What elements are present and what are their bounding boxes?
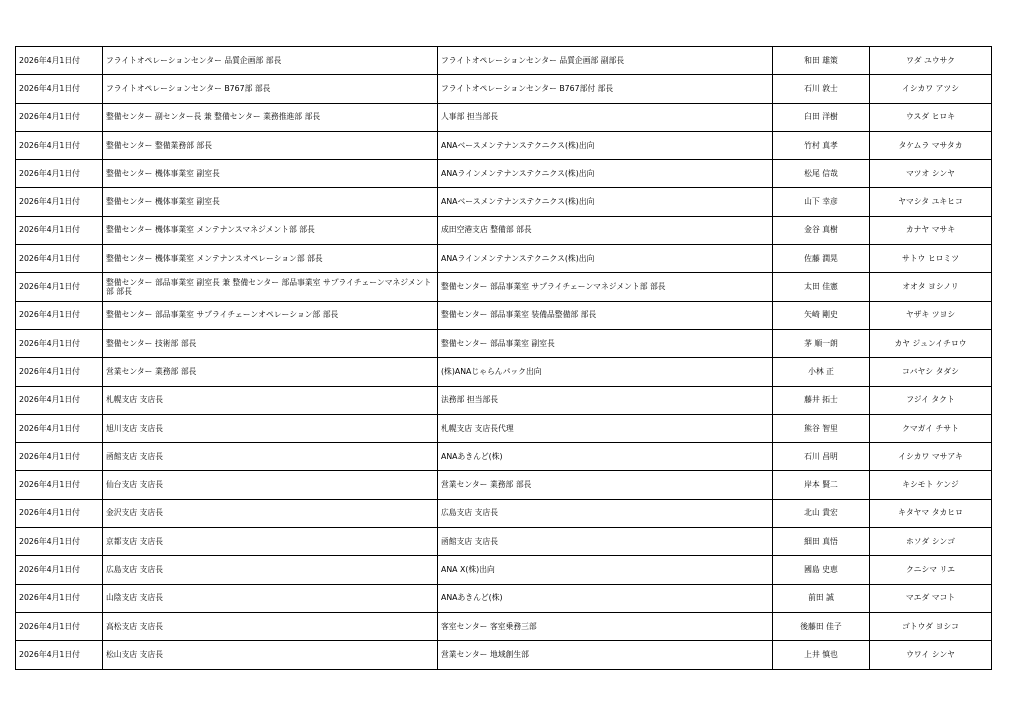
previous-position-cell: 京都支店 支店長 <box>103 528 438 556</box>
table-row <box>16 131 992 159</box>
effective-date-cell: 2026年4月1日付 <box>16 103 103 131</box>
new-position-cell: ANAラインメンテナンステクニクス(株)出向 <box>438 245 773 273</box>
previous-position-cell: 広島支店 支店長 <box>103 556 438 584</box>
person-kana-cell: クマガイ チサト <box>870 414 992 442</box>
previous-position-cell: 整備センター 部品事業室 サプライチェーンオペレーション部 部長 <box>103 301 438 329</box>
effective-date-cell: 2026年4月1日付 <box>16 131 103 159</box>
person-kana-cell: イシカワ アツシ <box>870 75 992 103</box>
person-kana-cell: クニシマ リエ <box>870 556 992 584</box>
new-position-cell: ANAラインメンテナンステクニクス(株)出向 <box>438 160 773 188</box>
person-kana-cell: フジイ タクト <box>870 386 992 414</box>
previous-position-cell: 整備センター 副センター長 兼 整備センター 業務推進部 部長 <box>103 103 438 131</box>
effective-date-cell: 2026年4月1日付 <box>16 499 103 527</box>
effective-date-cell: 2026年4月1日付 <box>16 47 103 75</box>
new-position-cell: 営業センター 地域創生部 <box>438 641 773 669</box>
previous-position-cell: 整備センター 機体事業室 メンテナンスオペレーション部 部長 <box>103 245 438 273</box>
new-position-cell: 函館支店 支店長 <box>438 528 773 556</box>
person-kana-cell: ヤザキ ツヨシ <box>870 301 992 329</box>
person-name-cell: 細田 真悟 <box>773 528 870 556</box>
person-name-cell: 上井 慎也 <box>773 641 870 669</box>
new-position-cell: ANAベースメンテナンステクニクス(株)出向 <box>438 188 773 216</box>
previous-position-cell: 山陰支店 支店長 <box>103 584 438 612</box>
effective-date-cell: 2026年4月1日付 <box>16 584 103 612</box>
effective-date-cell: 2026年4月1日付 <box>16 443 103 471</box>
new-position-cell: 広島支店 支店長 <box>438 499 773 527</box>
person-kana-cell: キタヤマ タカヒロ <box>870 499 992 527</box>
previous-position-cell: 整備センター 機体事業室 副室長 <box>103 188 438 216</box>
effective-date-cell: 2026年4月1日付 <box>16 612 103 640</box>
previous-position-cell: 整備センター 技術部 部長 <box>103 329 438 357</box>
new-position-cell: ANAベースメンテナンステクニクス(株)出向 <box>438 131 773 159</box>
table-row <box>16 160 992 188</box>
previous-position-cell: 函館支店 支店長 <box>103 443 438 471</box>
effective-date-cell: 2026年4月1日付 <box>16 301 103 329</box>
person-kana-cell: オオタ ヨシノリ <box>870 273 992 301</box>
new-position-cell: 営業センター 業務部 部長 <box>438 471 773 499</box>
table-row <box>16 301 992 329</box>
new-position-cell: 法務部 担当部長 <box>438 386 773 414</box>
previous-position-cell: 高松支店 支店長 <box>103 612 438 640</box>
table-row <box>16 556 992 584</box>
person-name-cell: 熊谷 智里 <box>773 414 870 442</box>
effective-date-cell: 2026年4月1日付 <box>16 471 103 499</box>
table-row <box>16 273 992 301</box>
person-name-cell: 佐藤 潤晃 <box>773 245 870 273</box>
person-name-cell: 後藤田 佳子 <box>773 612 870 640</box>
person-kana-cell: タケムラ マサタカ <box>870 131 992 159</box>
new-position-cell: フライトオペレーションセンター B767部付 部長 <box>438 75 773 103</box>
person-kana-cell: ウワイ シンヤ <box>870 641 992 669</box>
table-row <box>16 358 992 386</box>
table-row <box>16 329 992 357</box>
person-name-cell: 矢崎 剛史 <box>773 301 870 329</box>
table-row <box>16 75 992 103</box>
person-kana-cell: ウスダ ヒロキ <box>870 103 992 131</box>
table-row <box>16 612 992 640</box>
previous-position-cell: 整備センター 整備業務部 部長 <box>103 131 438 159</box>
new-position-cell: 人事部 担当部長 <box>438 103 773 131</box>
person-kana-cell: カナヤ マサキ <box>870 216 992 244</box>
person-kana-cell: ヤマシタ ユキヒコ <box>870 188 992 216</box>
previous-position-cell: 営業センター 業務部 部長 <box>103 358 438 386</box>
person-name-cell: 山下 幸彦 <box>773 188 870 216</box>
personnel-table-container <box>15 46 992 670</box>
new-position-cell: ANAあきんど(株) <box>438 443 773 471</box>
table-row <box>16 528 992 556</box>
person-kana-cell: ゴトウダ ヨシコ <box>870 612 992 640</box>
effective-date-cell: 2026年4月1日付 <box>16 528 103 556</box>
table-row <box>16 245 992 273</box>
person-kana-cell: ワダ ユウサク <box>870 47 992 75</box>
person-kana-cell: イシカワ マサアキ <box>870 443 992 471</box>
table-row <box>16 386 992 414</box>
person-name-cell: 小林 正 <box>773 358 870 386</box>
person-name-cell: 松尾 信哉 <box>773 160 870 188</box>
previous-position-cell: 松山支店 支店長 <box>103 641 438 669</box>
person-name-cell: 太田 佳憲 <box>773 273 870 301</box>
previous-position-cell: フライトオペレーションセンター 品質企画部 部長 <box>103 47 438 75</box>
table-row <box>16 188 992 216</box>
person-kana-cell: サトウ ヒロミツ <box>870 245 992 273</box>
person-kana-cell: コバヤシ タダシ <box>870 358 992 386</box>
person-name-cell: 岸本 賢二 <box>773 471 870 499</box>
person-name-cell: 臼田 洋樹 <box>773 103 870 131</box>
person-name-cell: 前田 誠 <box>773 584 870 612</box>
effective-date-cell: 2026年4月1日付 <box>16 245 103 273</box>
table-row <box>16 216 992 244</box>
effective-date-cell: 2026年4月1日付 <box>16 641 103 669</box>
table-row <box>16 47 992 75</box>
person-name-cell: 國島 史恵 <box>773 556 870 584</box>
table-row <box>16 471 992 499</box>
table-row <box>16 584 992 612</box>
effective-date-cell: 2026年4月1日付 <box>16 386 103 414</box>
person-name-cell: 北山 貴宏 <box>773 499 870 527</box>
personnel-table-body <box>16 47 992 670</box>
previous-position-cell: 旭川支店 支店長 <box>103 414 438 442</box>
new-position-cell: ANAあきんど(株) <box>438 584 773 612</box>
table-row <box>16 414 992 442</box>
person-name-cell: 石川 敦士 <box>773 75 870 103</box>
previous-position-cell: 仙台支店 支店長 <box>103 471 438 499</box>
effective-date-cell: 2026年4月1日付 <box>16 273 103 301</box>
person-kana-cell: マエダ マコト <box>870 584 992 612</box>
new-position-cell: 整備センター 部品事業室 装備品整備部 部長 <box>438 301 773 329</box>
table-row <box>16 103 992 131</box>
person-kana-cell: カヤ ジュンイチロウ <box>870 329 992 357</box>
previous-position-cell: 金沢支店 支店長 <box>103 499 438 527</box>
effective-date-cell: 2026年4月1日付 <box>16 556 103 584</box>
personnel-table <box>15 46 992 670</box>
person-kana-cell: キシモト ケンジ <box>870 471 992 499</box>
effective-date-cell: 2026年4月1日付 <box>16 329 103 357</box>
effective-date-cell: 2026年4月1日付 <box>16 188 103 216</box>
effective-date-cell: 2026年4月1日付 <box>16 414 103 442</box>
new-position-cell: ANA X(株)出向 <box>438 556 773 584</box>
table-row <box>16 443 992 471</box>
previous-position-cell: 整備センター 機体事業室 副室長 <box>103 160 438 188</box>
previous-position-cell: 整備センター 機体事業室 メンテナンスマネジメント部 部長 <box>103 216 438 244</box>
person-name-cell: 藤井 拓士 <box>773 386 870 414</box>
person-kana-cell: マツオ シンヤ <box>870 160 992 188</box>
new-position-cell: (株)ANAじゃらんパック出向 <box>438 358 773 386</box>
effective-date-cell: 2026年4月1日付 <box>16 358 103 386</box>
table-row <box>16 499 992 527</box>
effective-date-cell: 2026年4月1日付 <box>16 216 103 244</box>
effective-date-cell: 2026年4月1日付 <box>16 75 103 103</box>
person-name-cell: 石川 昌明 <box>773 443 870 471</box>
person-name-cell: 茅 順一朗 <box>773 329 870 357</box>
new-position-cell: フライトオペレーションセンター 品質企画部 副部長 <box>438 47 773 75</box>
new-position-cell: 札幌支店 支店長代理 <box>438 414 773 442</box>
previous-position-cell: 札幌支店 支店長 <box>103 386 438 414</box>
previous-position-cell: 整備センター 部品事業室 副室長 兼 整備センター 部品事業室 サプライチェーンマネジメント部 部長 <box>103 273 438 301</box>
table-row <box>16 641 992 669</box>
new-position-cell: 整備センター 部品事業室 副室長 <box>438 329 773 357</box>
person-name-cell: 金谷 真樹 <box>773 216 870 244</box>
person-kana-cell: ホソダ シンゴ <box>870 528 992 556</box>
effective-date-cell: 2026年4月1日付 <box>16 160 103 188</box>
new-position-cell: 客室センター 客室乗務三部 <box>438 612 773 640</box>
new-position-cell: 整備センター 部品事業室 サプライチェーンマネジメント部 部長 <box>438 273 773 301</box>
previous-position-cell: フライトオペレーションセンター B767部 部長 <box>103 75 438 103</box>
person-name-cell: 和田 雄策 <box>773 47 870 75</box>
new-position-cell: 成田空港支店 整備部 部長 <box>438 216 773 244</box>
person-name-cell: 竹村 真孝 <box>773 131 870 159</box>
